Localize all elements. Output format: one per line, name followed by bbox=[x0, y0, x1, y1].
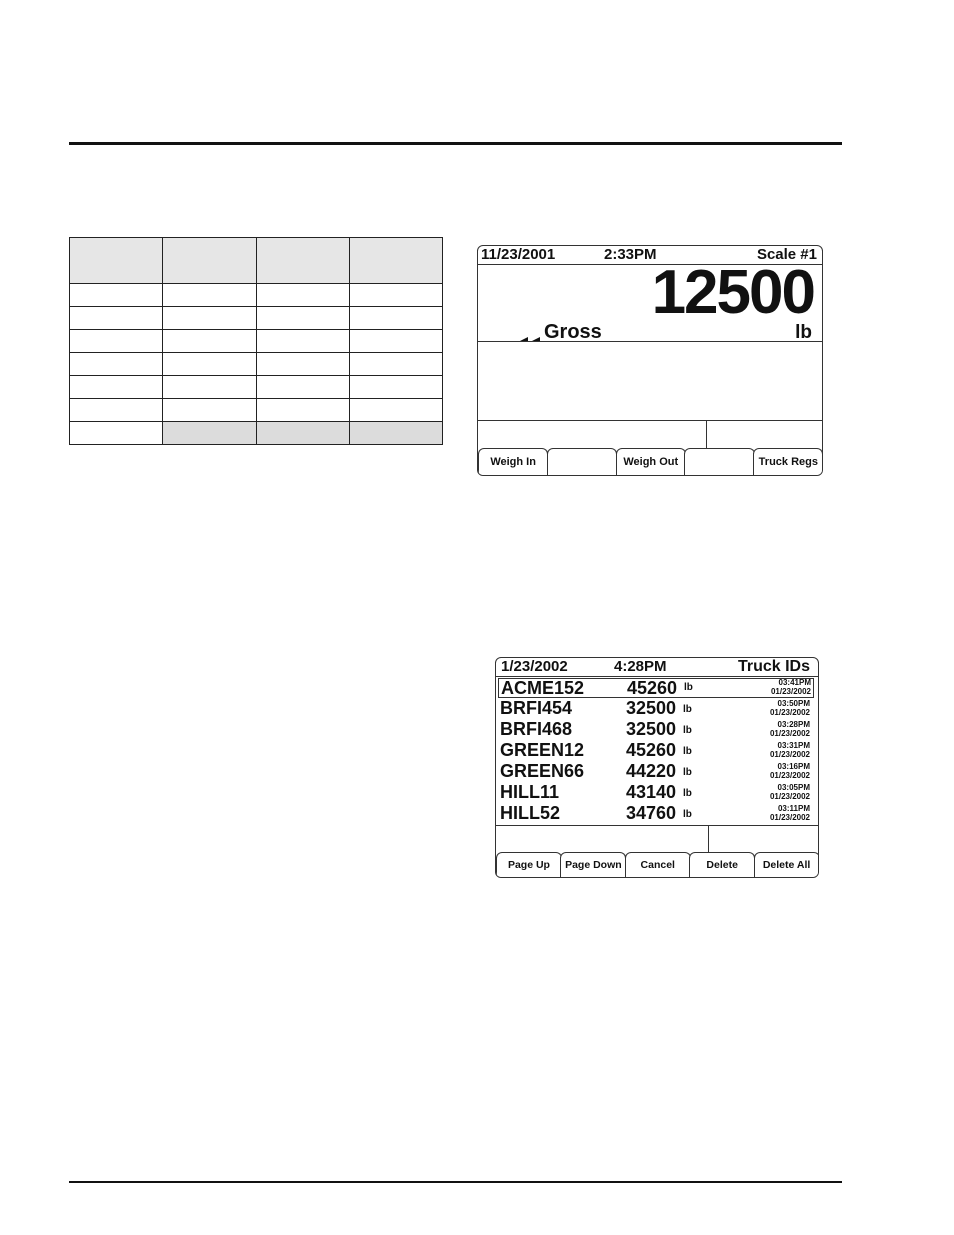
table-row bbox=[70, 353, 443, 376]
table-header-cell bbox=[256, 238, 349, 284]
softkey-weigh-in[interactable]: Weigh In bbox=[478, 448, 548, 475]
truck-date: 1/23/2002 bbox=[501, 658, 568, 675]
table-cell bbox=[163, 307, 256, 330]
softkey-truck-regs[interactable]: Truck Regs bbox=[753, 448, 823, 475]
truck-row[interactable] bbox=[496, 698, 818, 719]
display-divider bbox=[478, 420, 822, 421]
table-cell bbox=[70, 399, 163, 422]
table-header-cell bbox=[163, 238, 256, 284]
truck-date: 01/23/2002 bbox=[769, 750, 810, 759]
table-cell bbox=[163, 376, 256, 399]
truck-ids-title: Truck IDs bbox=[737, 658, 810, 675]
truck-row[interactable] bbox=[496, 782, 818, 803]
truck-softkeys bbox=[496, 852, 818, 877]
truck-time: 03:05PM bbox=[777, 783, 810, 792]
truck-time: 4:28PM bbox=[614, 658, 667, 675]
truck-weight-unit: lb bbox=[683, 704, 692, 715]
display-divider bbox=[706, 420, 707, 450]
table-row bbox=[70, 307, 443, 330]
truck-row[interactable] bbox=[496, 740, 818, 761]
softkey-delete-all[interactable]: Delete All bbox=[754, 852, 819, 877]
table-cell bbox=[163, 353, 256, 376]
truck-weight: 32500 bbox=[626, 698, 677, 718]
truck-timestamp bbox=[771, 678, 811, 696]
table-cell bbox=[256, 307, 349, 330]
truck-list bbox=[496, 678, 818, 824]
table-cell bbox=[163, 330, 256, 353]
table-header-cell bbox=[349, 238, 442, 284]
truck-weight: 44220 bbox=[626, 761, 677, 781]
truck-row[interactable] bbox=[496, 803, 818, 824]
truck-timestamp bbox=[770, 720, 810, 738]
truck-id: GREEN66 bbox=[500, 761, 585, 781]
display-divider bbox=[478, 341, 822, 342]
truck-weight-unit: lb bbox=[683, 788, 692, 799]
table-cell bbox=[256, 376, 349, 399]
truck-time: 03:31PM bbox=[777, 741, 810, 750]
table-cell bbox=[349, 376, 442, 399]
table-cell bbox=[70, 353, 163, 376]
truck-date: 01/23/2002 bbox=[769, 771, 810, 780]
truck-id: ACME152 bbox=[501, 678, 585, 698]
table-cell bbox=[256, 353, 349, 376]
truck-timestamp bbox=[770, 804, 810, 822]
table-row bbox=[70, 376, 443, 399]
softkey-page-down[interactable]: Page Down bbox=[560, 852, 626, 877]
truck-time: 03:50PM bbox=[777, 699, 810, 708]
truck-id: HILL11 bbox=[500, 782, 560, 802]
truck-timestamp bbox=[770, 699, 810, 717]
truck-weight-unit: lb bbox=[683, 725, 692, 736]
table-cell-shaded bbox=[256, 422, 349, 445]
truck-weight-unit: lb bbox=[684, 682, 693, 693]
header-rule bbox=[69, 142, 842, 145]
truck-weight-unit: lb bbox=[683, 809, 692, 820]
table-header-row bbox=[70, 238, 443, 284]
truck-id: GREEN12 bbox=[500, 740, 585, 760]
softkey-cancel[interactable]: Cancel bbox=[625, 852, 691, 877]
scale-time: 2:33PM bbox=[604, 246, 657, 263]
display-divider bbox=[496, 825, 818, 826]
softkey-page-up[interactable]: Page Up bbox=[496, 852, 562, 877]
truck-weight-unit: lb bbox=[683, 767, 692, 778]
truck-timestamp bbox=[770, 783, 810, 801]
truck-weight-unit: lb bbox=[683, 746, 692, 757]
truck-row[interactable] bbox=[496, 719, 818, 740]
empty-table bbox=[69, 237, 443, 445]
truck-date: 01/23/2002 bbox=[769, 792, 810, 801]
table-cell bbox=[70, 284, 163, 307]
truck-timestamp bbox=[770, 741, 810, 759]
truck-time: 03:16PM bbox=[777, 762, 810, 771]
truck-date: 01/23/2002 bbox=[769, 708, 810, 717]
truck-weight: 45260 bbox=[627, 678, 678, 698]
truck-time: 03:11PM bbox=[777, 804, 810, 813]
weight-unit: lb bbox=[795, 322, 812, 343]
truck-date: 01/23/2002 bbox=[769, 813, 810, 822]
truck-weight: 34760 bbox=[626, 803, 677, 823]
truck-ids-display bbox=[495, 657, 819, 878]
truck-weight: 32500 bbox=[626, 719, 677, 739]
table-cell bbox=[163, 399, 256, 422]
table-cell bbox=[256, 284, 349, 307]
table-row bbox=[70, 422, 443, 445]
table-cell bbox=[349, 284, 442, 307]
scale-date: 11/23/2001 bbox=[481, 246, 556, 263]
table-cell bbox=[349, 330, 442, 353]
table-cell bbox=[70, 330, 163, 353]
weight-readout: 12500 bbox=[651, 258, 814, 327]
truck-date: 01/23/2002 bbox=[770, 687, 811, 696]
scale-number: Scale #1 bbox=[756, 246, 817, 263]
softkey-delete[interactable]: Delete bbox=[689, 852, 755, 877]
softkey-blank[interactable] bbox=[684, 448, 754, 475]
truck-id: BRFI454 bbox=[500, 698, 573, 718]
truck-weight: 45260 bbox=[626, 740, 677, 760]
table-cell-shaded bbox=[163, 422, 256, 445]
gross-mode-label: Gross bbox=[544, 321, 602, 343]
scale-softkeys bbox=[478, 448, 822, 475]
table-cell bbox=[349, 353, 442, 376]
truck-row-selected[interactable] bbox=[498, 678, 814, 698]
truck-id: HILL52 bbox=[500, 803, 561, 823]
table-row bbox=[70, 330, 443, 353]
truck-weight: 43140 bbox=[626, 782, 677, 802]
truck-timestamp bbox=[770, 762, 810, 780]
table-row bbox=[70, 284, 443, 307]
table-cell bbox=[256, 330, 349, 353]
table-cell bbox=[163, 284, 256, 307]
table-cell bbox=[70, 376, 163, 399]
truck-date: 01/23/2002 bbox=[769, 729, 810, 738]
table-cell bbox=[256, 399, 349, 422]
table-header-cell bbox=[70, 238, 163, 284]
table-cell-shaded bbox=[349, 422, 442, 445]
truck-time: 03:28PM bbox=[777, 720, 810, 729]
softkey-weigh-out[interactable]: Weigh Out bbox=[616, 448, 686, 475]
truck-row[interactable] bbox=[496, 761, 818, 782]
softkey-blank[interactable] bbox=[547, 448, 617, 475]
scale-display bbox=[477, 245, 823, 476]
table-row bbox=[70, 399, 443, 422]
table-cell bbox=[349, 399, 442, 422]
display-divider bbox=[708, 825, 709, 853]
truck-time: 03:41PM bbox=[778, 678, 811, 687]
truck-display-header bbox=[496, 658, 818, 677]
table-cell bbox=[70, 307, 163, 330]
table-cell bbox=[70, 422, 163, 445]
footer-rule bbox=[69, 1181, 842, 1183]
table-cell bbox=[349, 307, 442, 330]
truck-id: BRFI468 bbox=[500, 719, 573, 739]
